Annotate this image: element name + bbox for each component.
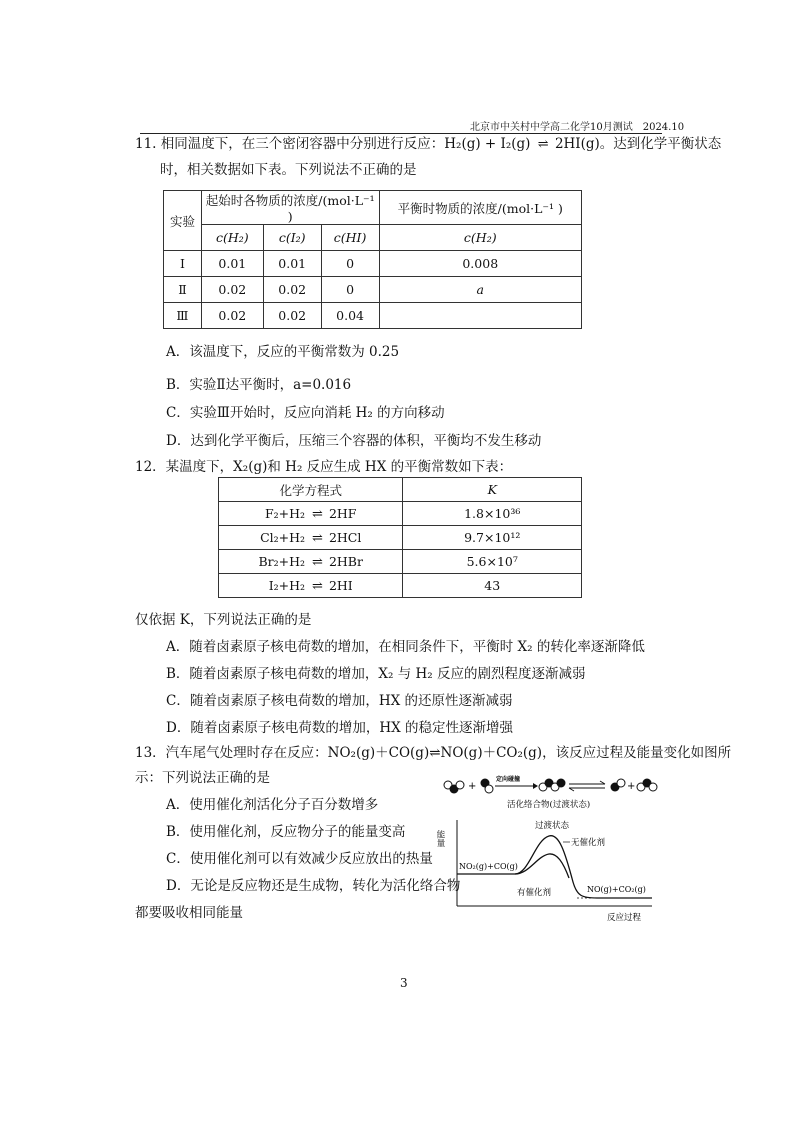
q11-subheader: c(I₂) [263, 225, 321, 251]
q12-reactants: F₂+H₂ [264, 505, 306, 521]
eq-arrow-head [600, 781, 605, 784]
reactants-label: NO₂(g)+CO(g) [459, 862, 518, 871]
atom-icon [456, 781, 464, 789]
q12-option-a: A．随着卤素原子核电荷数的增加，在相同条件下，平衡时 X₂ 的转化率逐渐降低 [166, 639, 645, 655]
q11-cell: a [379, 277, 581, 303]
no-catalyst-label: 无催化剂 [571, 838, 606, 848]
products-label: NO(g)+CO₂(g) [587, 885, 646, 894]
q11-cell: 0.008 [379, 251, 581, 277]
catalyst-curve [515, 854, 569, 878]
q13-option-a: A．使用催化剂活化分子百分数增多 [166, 797, 379, 813]
q11-option-a: A．该温度下，反应的平衡常数为 0.25 [166, 344, 400, 360]
q11-row-label: Ⅱ [164, 277, 202, 303]
q12-reactants: Br₂+H₂ [258, 553, 306, 569]
q11-subheader: c(HI) [321, 225, 379, 251]
table-row [164, 303, 582, 329]
q11-header-initial: 起始时各物质的浓度/(mol·L⁻¹ ) [201, 191, 379, 225]
q13-option-c: C．使用催化剂可以有效减少反应放出的热量 [166, 851, 433, 867]
q11-stem-line1 [135, 135, 721, 154]
q11-cell: 0 [321, 277, 379, 303]
catalyst-label: 有催化剂 [517, 888, 552, 898]
q12-k-value: 43 [403, 574, 582, 598]
q11-row-label: Ⅲ [164, 303, 202, 329]
table-row [219, 550, 582, 574]
q11-option-d: D．达到化学平衡后，压缩三个容器的体积，平衡均不发生移动 [166, 433, 542, 449]
q12-option-d: D．随着卤素原子核电荷数的增加，HX 的稳定性逐渐增强 [166, 720, 513, 736]
q13-option-d: D．无论是反应物还是生成物，转化为活化络合物 [166, 878, 461, 894]
q11-subheader: c(H₂) [379, 225, 581, 251]
table-row [219, 526, 582, 550]
q12-k-value: 9.7×10¹² [403, 526, 582, 550]
q12-product: 2HF [328, 505, 357, 521]
q11-stem-pre: 11. 相同温度下，在三个密闭容器中分别进行反应：H₂(g) + I₂(g) [135, 136, 531, 152]
equilibrium-arrow-icon: ⇌ [312, 506, 322, 522]
q12-equation [219, 502, 403, 526]
transition-state-label: 过渡状态 [535, 821, 570, 831]
q12-option-c: C．随着卤素原子核电荷数的增加，HX 的还原性逐渐减弱 [166, 693, 513, 709]
q11-cell: 0.04 [321, 303, 379, 329]
q12-header-equation: 化学方程式 [219, 478, 403, 502]
q12-stem: 12．某温度下，X₂(g)和 H₂ 反应生成 HX 的平衡常数如下表： [135, 459, 513, 475]
arrowhead-icon [533, 783, 538, 789]
q12-k-value: 5.6×10⁷ [403, 550, 582, 574]
equilibrium-arrow-icon: ⇌ [312, 530, 322, 546]
q13-option-d-continued: 都要吸收相同能量 [135, 905, 243, 921]
atom-icon [649, 783, 657, 791]
q12-equation [219, 550, 403, 574]
equilibrium-arrow-icon: ⇌ [312, 554, 322, 570]
q11-stem-post: 2HI(g)。达到化学平衡状态 [554, 136, 722, 152]
q12-header-k: K [403, 478, 582, 502]
equilibrium-arrow-icon: ⇌ [537, 137, 548, 152]
energy-profile-figure [437, 770, 662, 930]
q12-option-b: B．随着卤素原子核电荷数的增加，X₂ 与 H₂ 反应的剧烈程度逐渐减弱 [166, 666, 586, 682]
q12-product: 2HI [328, 577, 353, 593]
q11-cell: 0 [321, 251, 379, 277]
header-rule [140, 133, 662, 134]
q11-cell: 0.02 [201, 303, 263, 329]
molecule-collision-strip [444, 775, 657, 810]
page-header: 北京市中关村中学高二化学10月测试 2024.10 [470, 122, 685, 133]
q12-equation [219, 526, 403, 550]
q11-option-b: B．实验Ⅱ达平衡时，a=0.016 [166, 377, 352, 393]
q12-k-value: 1.8×10³⁶ [403, 502, 582, 526]
x-axis-label: 反应过程 [607, 913, 642, 923]
q12-equation [219, 574, 403, 598]
q13-stem-line1: 13．汽车尾气处理时存在反应：NO₂(g)＋CO(g)⇌NO(g)＋CO₂(g)，该反应过程及能量变化如图所 [135, 745, 732, 761]
q11-cell: 0.01 [201, 251, 263, 277]
q12-reactants: I₂+H₂ [268, 577, 306, 593]
q11-cell: 0.01 [263, 251, 321, 277]
table-row [164, 251, 582, 277]
q11-data-table [163, 190, 582, 329]
q12-reactants: Cl₂+H₂ [260, 529, 306, 545]
collision-label: 定向碰撞 [496, 776, 521, 783]
q11-stem-line2: 时，相关数据如下表。下列说法不正确的是 [160, 162, 417, 178]
q11-cell: 0.02 [263, 277, 321, 303]
q11-cell [379, 303, 581, 329]
q11-row-label: Ⅰ [164, 251, 202, 277]
plus-sign: + [627, 781, 636, 792]
equilibrium-arrow-icon: ⇌ [312, 578, 322, 594]
complex-label: 活化络合物(过渡状态) [507, 800, 591, 810]
eq-arrow-head [569, 788, 574, 791]
q13-option-b: B．使用催化剂，反应物分子的能量变高 [166, 824, 406, 840]
q12-product: 2HBr [328, 553, 363, 569]
q11-cell: 0.02 [201, 277, 263, 303]
atom-icon [617, 779, 625, 787]
table-row [219, 502, 582, 526]
q12-lead: 仅依据 K，下列说法正确的是 [135, 612, 312, 628]
y-axis-label: 能量 [435, 830, 445, 847]
atom-icon [557, 779, 566, 788]
q11-cell: 0.02 [263, 303, 321, 329]
q11-option-c: C．实验Ⅲ开始时，反应向消耗 H₂ 的方向移动 [166, 405, 445, 421]
q12-product: 2HCl [328, 529, 362, 545]
q13-stem-line2: 示：下列说法正确的是 [135, 770, 270, 786]
plus-sign: + [468, 781, 477, 792]
q11-header-experiment: 实验 [164, 191, 202, 251]
table-row [164, 277, 582, 303]
atom-icon [485, 785, 493, 793]
q11-subheader: c(H₂) [201, 225, 263, 251]
q12-data-table [218, 477, 582, 598]
table-row [219, 574, 582, 598]
page-number: 3 [400, 976, 408, 990]
q11-header-equilibrium: 平衡时物质的浓度/(mol·L⁻¹ ) [379, 191, 581, 225]
